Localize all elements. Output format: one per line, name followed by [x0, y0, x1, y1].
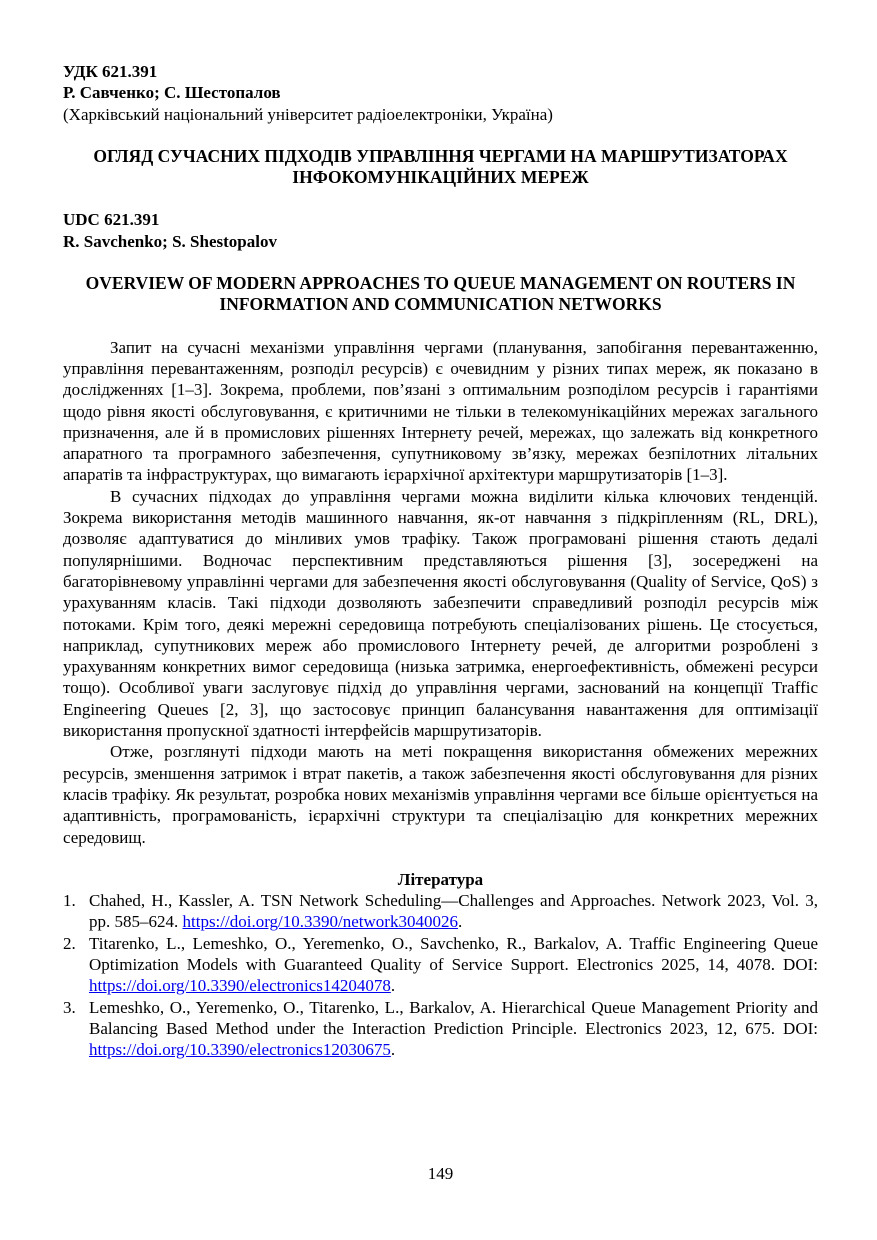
reference-text-after: .: [457, 912, 463, 932]
paper-title-ua: ОГЛЯД СУЧАСНИХ ПІДХОДІВ УПРАВЛІННЯ ЧЕРГАМИ НА МАРШРУТИЗАТОРАХ ІНФОКОМУНІКАЦІЙНИХ МЕРЕЖ: [93, 145, 788, 188]
reference-text: Lemeshko, O., Yeremenko, O., Titarenko, L., Barkalov, A. Hierarchical Queue Management Priority and Balancing Based Method under the Interaction Prediction Principle. Electronics 2023, 12, 675. DOI:: [89, 997, 818, 1038]
page-number: 149: [427, 1164, 454, 1183]
reference-text: Chahed, H., Kassler, A. TSN Network Scheduling—Challenges and Approaches. Network 2023, Vol. 3, pp. 585–624.: [89, 891, 818, 932]
reference-text-after: .: [390, 1040, 396, 1060]
reference-item-2: [63, 933, 818, 997]
paper-title-en: OVERVIEW OF MODERN APPROACHES TO QUEUE MANAGEMENT ON ROUTERS IN INFORMATION AND COMMUNICATION NETWORKS: [85, 273, 796, 315]
doi-link[interactable]: https://doi.org/10.3390/electronics12030675: [89, 1040, 391, 1060]
abstract-paragraph-3: Отже, розглянуті підходи мають на меті покращення використання обмежених мережних ресурсів, зменшення затримок і втрат пакетів, а також забезпечення якості обслуговування для різних класів трафіку. Як результат, розробка нових механізмів управління чергами все більше орієнтується на адаптивність, програмованість, ієрархічні структури та спеціалізацію для конкретних мережних середовищ.: [63, 742, 818, 847]
reference-number: 2.: [63, 933, 76, 953]
reference-text-after: .: [390, 976, 396, 996]
doi-link[interactable]: https://doi.org/10.3390/electronics14204078: [89, 976, 391, 996]
references-heading: Література: [397, 869, 484, 889]
udc-code-en: UDC 621.391: [63, 210, 160, 230]
abstract-paragraph-2: В сучасних підходах до управління чергами можна виділити кілька ключових тенденцій. Зокрема використання методів машинного навчання, як-от навчання з підкріпленням (RL, DRL), дозволяє адаптуватися до мінливих умов трафіку. Також програмовані рішення стають дедалі популярнішими. Водночас перспективним представляються рішення [3], зосереджені на багаторівневому управлінні чергами для забезпечення якості обслуговування (Quality of Service, QoS) з урахуванням класів. Такі підходи дозволяють забезпечити справедливий розподіл ресурсів між потоками. Крім того, деякі мережні середовища потребують спеціалізованих рішень. Це стосується, наприклад, супутникових мереж або промислового Інтернету речей, де алгоритми розроблені з урахуванням конкретних вимог середовища (низька затримка, енергоефективність, обмежені ресурси тощо). Особливої уваги заслуговує підхід до управління чергами, заснований на концепції Traffic Engineering Queues [2, 3], що застосовує принцип балансування навантаження для оптимізації використання пропускної здатності інтерфейсів маршрутизаторів.: [63, 486, 818, 741]
reference-item-1: [63, 890, 818, 933]
doi-link[interactable]: https://doi.org/10.3390/network3040026: [182, 912, 458, 932]
reference-number: 1.: [63, 891, 76, 911]
reference-item-3: [63, 997, 818, 1061]
reference-text: Titarenko, L., Lemeshko, O., Yeremenko, O., Savchenko, R., Barkalov, A. Traffic Engineering Queue Optimization Models with Guaranteed Quality of Service Support. Electronics 2025, 14, 4078. DOI:: [89, 933, 818, 974]
authors-en: R. Savchenko; S. Shestopalov: [63, 231, 277, 251]
page-content: [63, 61, 818, 1060]
affiliation-ua: (Харківський національний університет радіоелектроніки, Україна): [63, 104, 553, 124]
abstract-paragraph-1: Запит на сучасні механізми управління чергами (планування, запобігання перевантаженню, управління перевантаженням, розподіл ресурсів) є очевидним у різних типах мереж, як показано в дослідженнях [1–3]. Зокрема, проблеми, пов’язані з оптимальним розподілом ресурсів і гарантіями щодо рівня якості обслуговування, є критичними не тільки в телекомунікаційних мережах загального призначення, але й в промислових рішеннях Інтернету речей, мережах, що залежать від конкретного апаратного та програмного забезпечення, супутниковому зв’язку, мережах безпілотних літальних апаратів та інфраструктурах, що вимагають ієрархічної архітектури маршрутизаторів [1–3].: [63, 337, 818, 485]
udk-code-ua: УДК 621.391: [63, 62, 158, 81]
reference-number: 3.: [63, 997, 76, 1017]
authors-ua: Р. Савченко; С. Шестопалов: [63, 83, 281, 103]
